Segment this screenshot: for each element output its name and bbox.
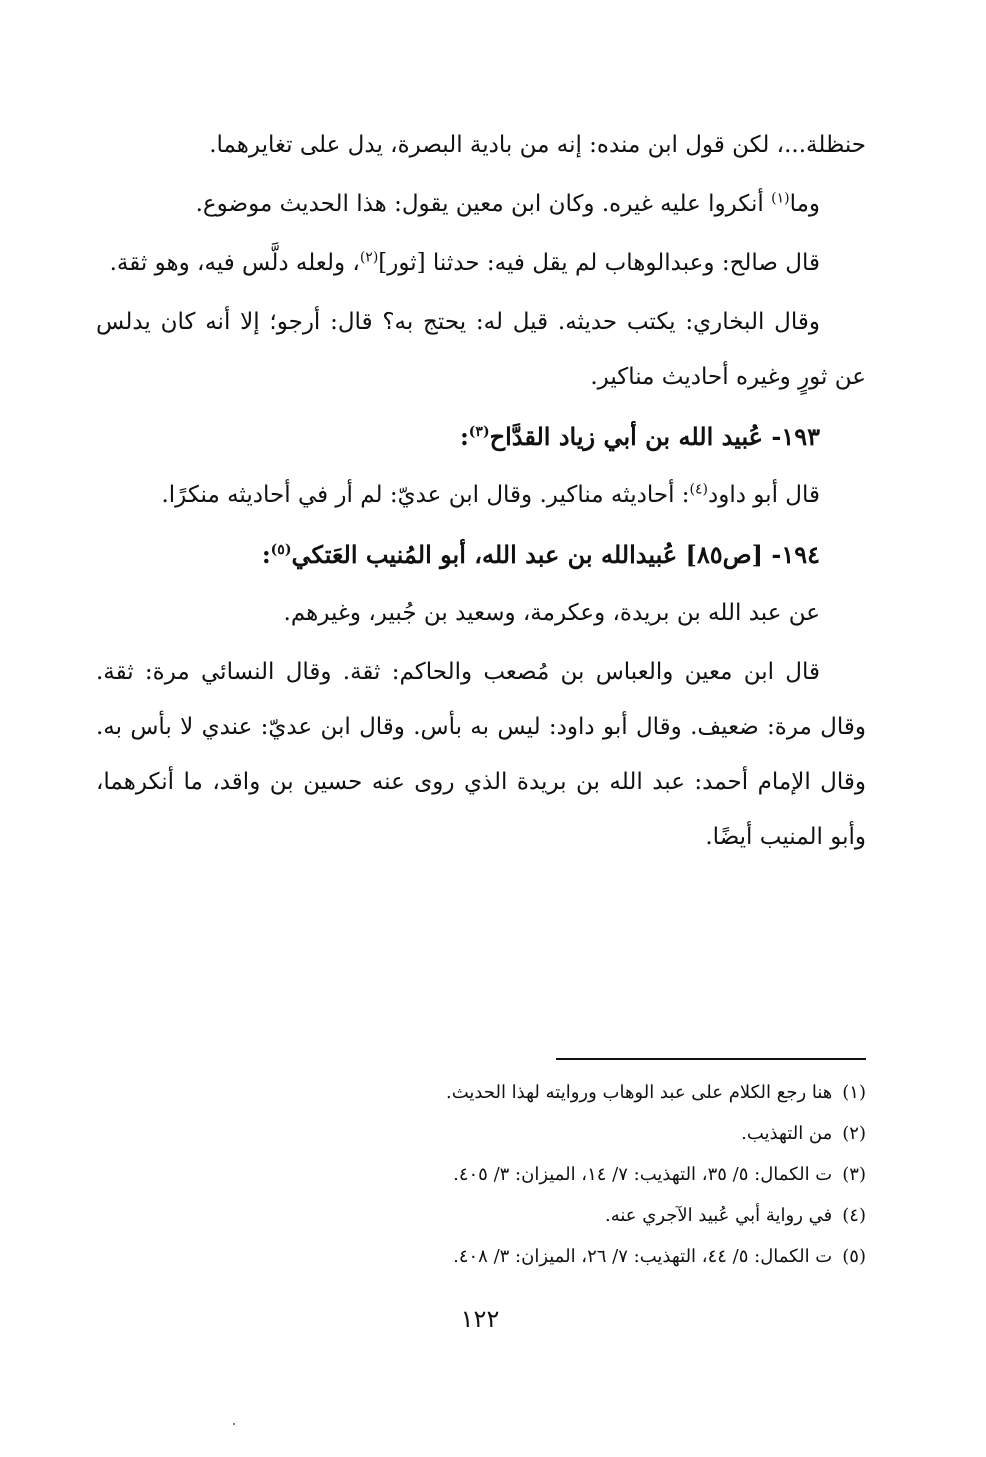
paragraph xyxy=(96,468,866,523)
footnotes-section xyxy=(96,1072,866,1277)
footnote-text: من التهذيب. xyxy=(741,1123,833,1144)
footnote-number: (٥) xyxy=(842,1246,866,1267)
paragraph-text: وما xyxy=(789,191,820,217)
scan-speck xyxy=(233,1423,235,1425)
footnote-text: في رواية أبي عُبيد الآجري عنه. xyxy=(604,1205,833,1226)
page-number: ١٢٢ xyxy=(460,1305,500,1333)
footnote xyxy=(96,1236,866,1277)
paragraph xyxy=(96,586,866,641)
paragraph-text: قال ابن معين والعباس بن مُصعب والحاكم: ثقة. وقال النسائي مرة: ثقة. وقال مرة: ضعيف. وقال أبو داود: ليس به بأس. وقال ابن عديّ: عندي لا بأس به. وقال الإمام أحمد: عبد الله بن بريدة الذي روى عنه حسين بن واقد، ما أنكرهما، وأبو المنيب أيضًا. xyxy=(96,659,866,850)
paragraph-text: حنظلة...، لكن قول ابن منده: إنه من بادية البصرة، يدل على تغايرهما. xyxy=(209,132,866,158)
paragraph-text: : xyxy=(459,422,469,451)
footnote-reference: (٣) xyxy=(468,424,490,440)
paragraph-text: ، ولعله دلَّس فيه، وهو ثقة. xyxy=(109,250,360,276)
paragraph-text: عن عبد الله بن بريدة، وعكرمة، وسعيد بن جُبير، وغيرهم. xyxy=(283,600,820,626)
footnote-text: ت الكمال: ٥/ ٤٤، التهذيب: ٧/ ٢٦، الميزان: ٣/ ٤٠٨. xyxy=(453,1246,833,1267)
footnote-reference: (١) xyxy=(771,190,790,207)
footnote-reference: (٤) xyxy=(689,481,708,498)
paragraph xyxy=(96,645,866,865)
entry-heading xyxy=(96,409,866,464)
footnote-reference: (٢) xyxy=(359,249,379,266)
paragraph-text: قال أبو داود xyxy=(708,482,820,508)
footnote-number: (٣) xyxy=(842,1164,866,1185)
paragraph xyxy=(96,118,866,173)
paragraph-text: ١٩٣- عُبيد الله بن أبي زياد القدَّاح xyxy=(489,422,820,451)
main-text xyxy=(96,118,866,869)
footnote-text: ت الكمال: ٥/ ٣٥، التهذيب: ٧/ ١٤، الميزان: ٣/ ٤٠٥. xyxy=(453,1164,833,1185)
footnote xyxy=(96,1195,866,1236)
footnote-number: (١) xyxy=(842,1082,866,1103)
footnote-number: (٤) xyxy=(842,1205,866,1226)
footnote-number: (٢) xyxy=(842,1123,866,1144)
footnote xyxy=(96,1072,866,1113)
entry-heading xyxy=(96,527,866,582)
paragraph-text: أنكروا عليه غيره. وكان ابن معين يقول: هذا الحديث موضوع. xyxy=(195,191,772,217)
footnote xyxy=(96,1113,866,1154)
paragraph xyxy=(96,236,866,291)
footnote xyxy=(96,1154,866,1195)
paragraph-text: قال صالح: وعبدالوهاب لم يقل فيه: حدثنا [ثور] xyxy=(378,250,820,276)
paragraph-text: : xyxy=(261,540,271,569)
footnote-divider xyxy=(556,1058,866,1060)
paragraph-text: : أحاديثه مناكير. وقال ابن عديّ: لم أر في أحاديثه منكرًا. xyxy=(161,482,690,508)
paragraph xyxy=(96,295,866,405)
footnote-text: هنا رجع الكلام على عبد الوهاب وروايته لهذا الحديث. xyxy=(445,1082,833,1103)
paragraph-text: ١٩٤- [ص٨٥] عُبيدالله بن عبد الله، أبو المُنيب العَتكي xyxy=(291,540,820,569)
paragraph-text: وقال البخاري: يكتب حديثه. قيل له: يحتج به؟ قال: أرجو؛ إلا أنه كان يدلس عن ثورٍ وغيره أحاديث مناكير. xyxy=(96,309,866,390)
footnote-reference: (٥) xyxy=(270,542,292,558)
paragraph xyxy=(96,177,866,232)
